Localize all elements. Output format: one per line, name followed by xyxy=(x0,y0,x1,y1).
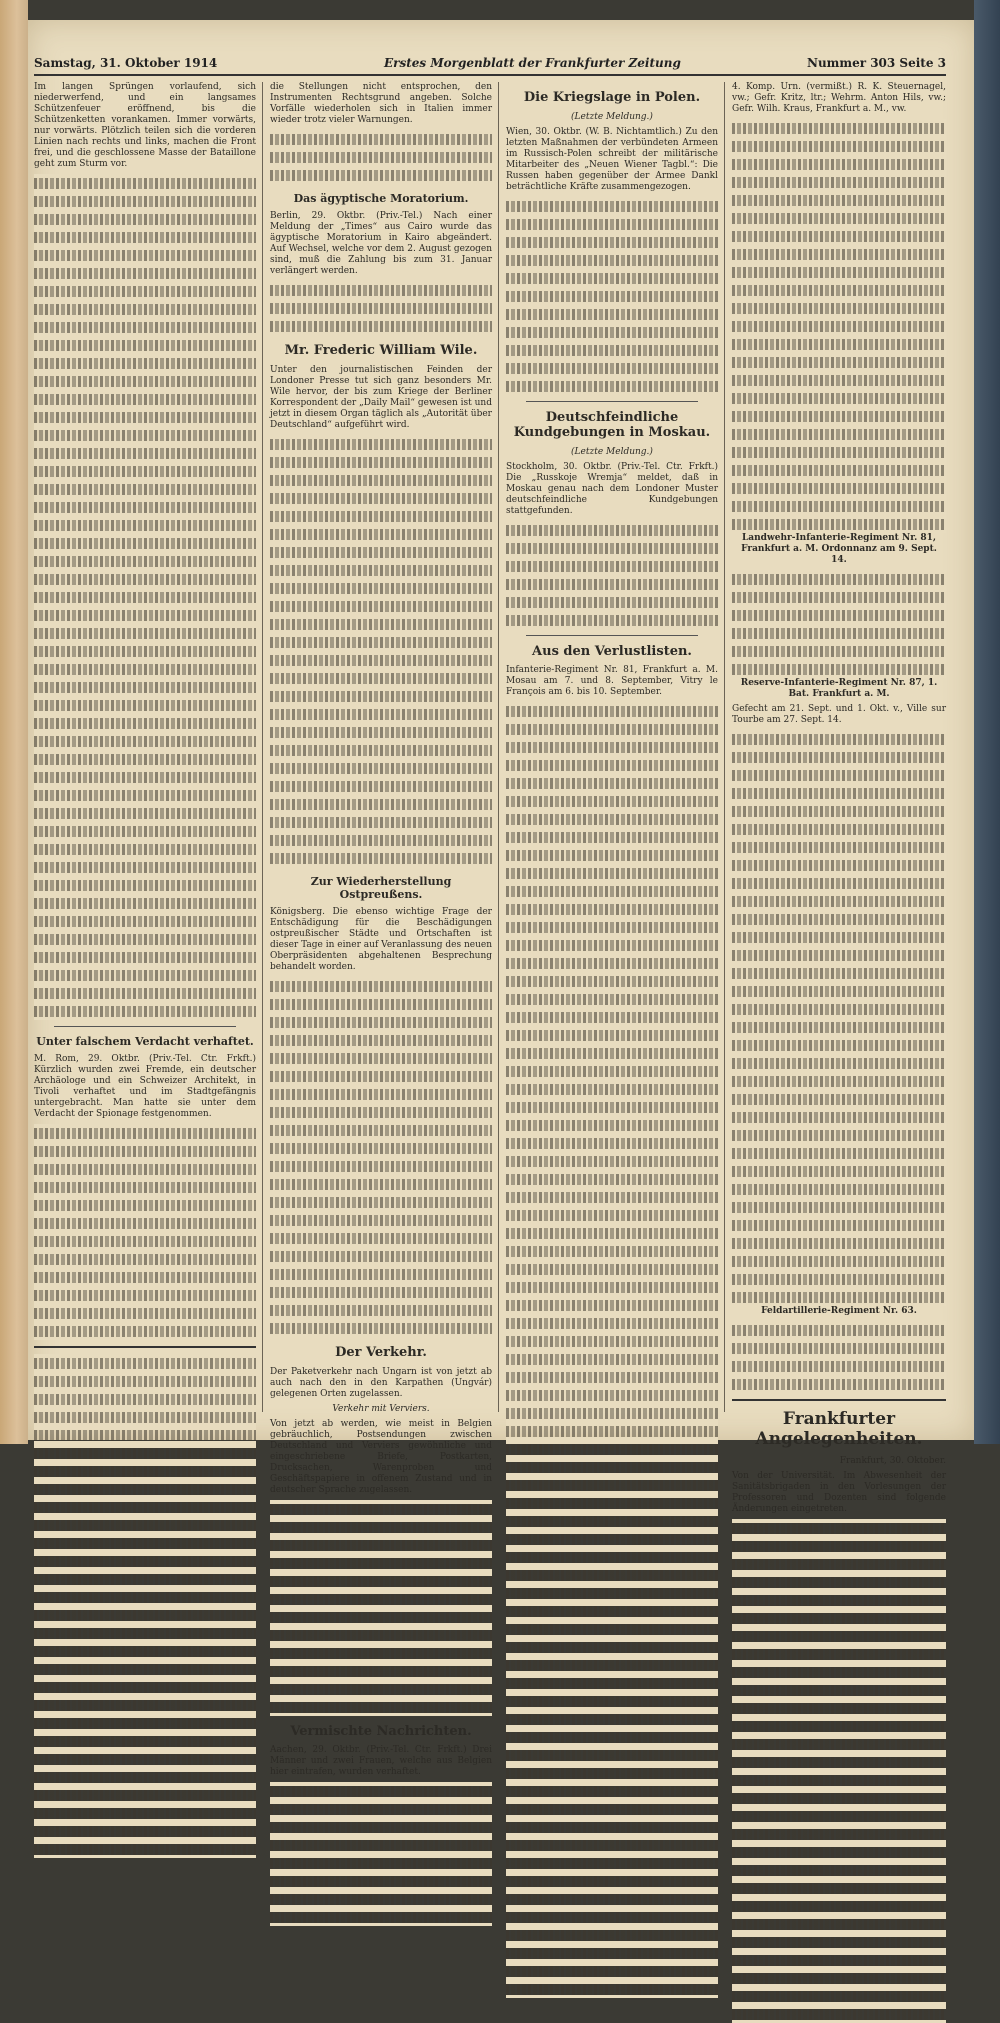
col3-subline-2: (Letzte Meldung.) xyxy=(571,446,653,457)
col4-section-rule xyxy=(732,1399,946,1401)
column-1 xyxy=(34,82,256,1412)
col4-regiment-2: Reserve-Infanterie-Regiment Nr. 87, 1. Bat. Frankfurt a. M. xyxy=(740,678,938,699)
col1-intro: Im langen Sprüngen vorlaufend, sich niederwerfend, und ein langsames Schützenfeuer eröffnend, bis die Schützenketten vorankamen. Immer vorwärts, nur vorwärts. Plötzlich teilen sich die vorderen Linien nach rechts und links, machen die Front frei, und die geschlossene Masse der Bataillone geht zum Sturm vor. xyxy=(34,82,256,169)
previous-page-edge xyxy=(0,0,28,1444)
col4-regiment-1: Landwehr-Infanterie-Regiment Nr. 81, Frankfurt a. M. Ordonnanz am 9. Sept. 14. xyxy=(741,533,937,565)
column-3 xyxy=(506,82,718,1412)
header-date: Samstag, 31. Oktober 1914 xyxy=(34,56,218,70)
col3-headline-1: Die Kriegslage in Polen. xyxy=(523,90,701,105)
column-rule-3 xyxy=(724,82,725,1412)
col3-body-1: Wien, 30. Oktbr. (W. B. Nichtamtlich.) Zu den letzten Maßnahmen der verbündeten Armeen im Russisch-Polen schreibt der militärische Mitarbeiter des „Neuen Wiener Tagbl.“: Die Russen haben gegenüber der Armee Dankl beträchtliche Kräfte zusammengezogen. xyxy=(506,126,718,192)
col2-headline-5: Vermischte Nachrichten. xyxy=(290,1723,472,1739)
col4-body: Gefecht am 21. Sept. und 1. Okt. v., Ville sur Tourbe am 27. Sept. 14. xyxy=(732,704,946,725)
header-issue-number: Nummer 303 Seite 3 xyxy=(806,56,946,70)
col2-subheadline-4: Verkehr mit Verviers. xyxy=(332,1403,430,1414)
col3-divider-1 xyxy=(526,401,698,402)
book-binding xyxy=(974,0,1000,1444)
col1-body: M. Rom, 29. Oktbr. (Priv.-Tel. Ctr. Frkft.) Kürzlich wurden zwei Fremde, ein deutscher Archäologe und ein Schweizer Architekt, in Tivoli verhaftet und im Stadtgefängnis untergebracht. Man hatte sie unter dem Verdacht der Spionage festgenommen. xyxy=(34,1054,256,1120)
column-2 xyxy=(270,82,492,1778)
col2-intro: die Stellungen nicht entsprochen, den Instrumenten Rechtsgrund angeben. Solche Vorfälle wiederholen sich in Italien immer wieder trotz vieler Warnungen. xyxy=(270,82,492,125)
col2-body-4: Der Paketverkehr nach Ungarn ist von jetzt ab auch nach den in den Karpathen (Ungvár) gelegenen Orten zugelassen. xyxy=(270,1366,492,1399)
col2-body-4b: Von jetzt ab werden, wie meist in Belgien gebräuchlich, Postsendungen zwischen Deutschland und Verviers gewöhnliche und eingeschriebene Briefe, Postkarten, Drucksachen, Warenproben und Geschäftspapiere in offenem Zustand und in deutscher Sprache zugelassen. xyxy=(270,1418,492,1495)
col2-body-1: Berlin, 29. Oktbr. (Priv.-Tel.) Nach einer Meldung der „Times“ aus Cairo wurde das ägyptische Moratorium in Kairo abgeändert. Auf Wechsel, welche vor dem 2. August gezogen sind, muß die Zahlung bis zum 31. Januar verlängert werden. xyxy=(270,211,492,277)
col2-body-5: Aachen, 29. Oktbr. (Priv.-Tel. Ctr. Frkft.) Drei Männer und zwei Frauen, welche aus Belgien hier eintrafen, wurden verhaftet. xyxy=(270,1745,492,1778)
col4-headline: Frankfurter Angelegenheiten. xyxy=(755,1409,923,1450)
col3-headline-2: Deutschfeindliche Kundgebungen in Moskau. xyxy=(513,409,711,441)
col3-subline-1: (Letzte Meldung.) xyxy=(571,111,653,122)
column-rule-2 xyxy=(498,82,499,1412)
col2-body-3: Königsberg. Die ebenso wichtige Frage der Entschädigung für die Beschädigungen ostpreußischer Städte und Ortschaften ist dieser Tage in einer auf Veranlassung des neuen Oberpräsidenten abgehaltenen Besprechung behandelt worden. xyxy=(270,907,492,973)
col4-dateline: Frankfurt, 30. Oktober. xyxy=(839,1455,946,1466)
col1-divider xyxy=(54,1026,236,1027)
col2-headline-1: Das ägyptische Moratorium. xyxy=(293,192,469,205)
col2-headline-3: Zur Wiederherstellung Ostpreußens. xyxy=(310,874,452,901)
col1-headline: Unter falschem Verdacht verhaftet. xyxy=(36,1035,254,1048)
column-rule-1 xyxy=(262,82,263,1412)
header-paper-title: Erstes Morgenblatt der Frankfurter Zeitung xyxy=(384,56,681,70)
col3-body-3: Infanterie-Regiment Nr. 81, Frankfurt a. M. Mosau am 7. und 8. September, Vitry le François am 6. bis 10. September. xyxy=(506,665,718,698)
col3-divider-2 xyxy=(526,635,698,636)
col2-headline-4: Der Verkehr. xyxy=(335,1345,427,1361)
col1-section-rule xyxy=(34,1346,256,1348)
col2-body-2: Unter den journalistischen Feinden der Londoner Presse tut sich ganz besonders Mr. Wile hervor, der bis zum Kriege der Berliner Korrespondent der „Daily Mail“ gewesen ist und jetzt in diesem Organ täglich als „Autorität über Deutschland“ aufgeführt wird. xyxy=(270,364,492,430)
col2-headline-2: Mr. Frederic William Wile. xyxy=(284,343,478,359)
page-header xyxy=(34,52,946,76)
col4-body-2: Von der Universität. Im Abwesenheit der Sanitätsbrigaden in den Vorlesungen der Professoren und Dozenten sind folgende Änderungen eingetreten. xyxy=(732,1470,946,1514)
col4-intro: 4. Komp. Urn. (vermißt.) R. K. Steuernagel, vw.; Gefr. Kritz, ltr.; Wehrm. Anton Hils, vw.; Gefr. Wilh. Kraus, Frankfurt a. M., vw. xyxy=(732,82,946,114)
col4-regiment-3: Feldartillerie-Regiment Nr. 63. xyxy=(761,1306,917,1316)
col3-headline-3: Aus den Verlustlisten. xyxy=(532,643,692,659)
column-4 xyxy=(732,82,946,1514)
col3-body-2: Stockholm, 30. Oktbr. (Priv.-Tel. Ctr. Frkft.) Die „Russkoje Wremja“ meldet, daß in Moskau genau nach dem Londoner Muster deutschfeindliche Kundgebungen stattgefunden. xyxy=(506,461,718,516)
